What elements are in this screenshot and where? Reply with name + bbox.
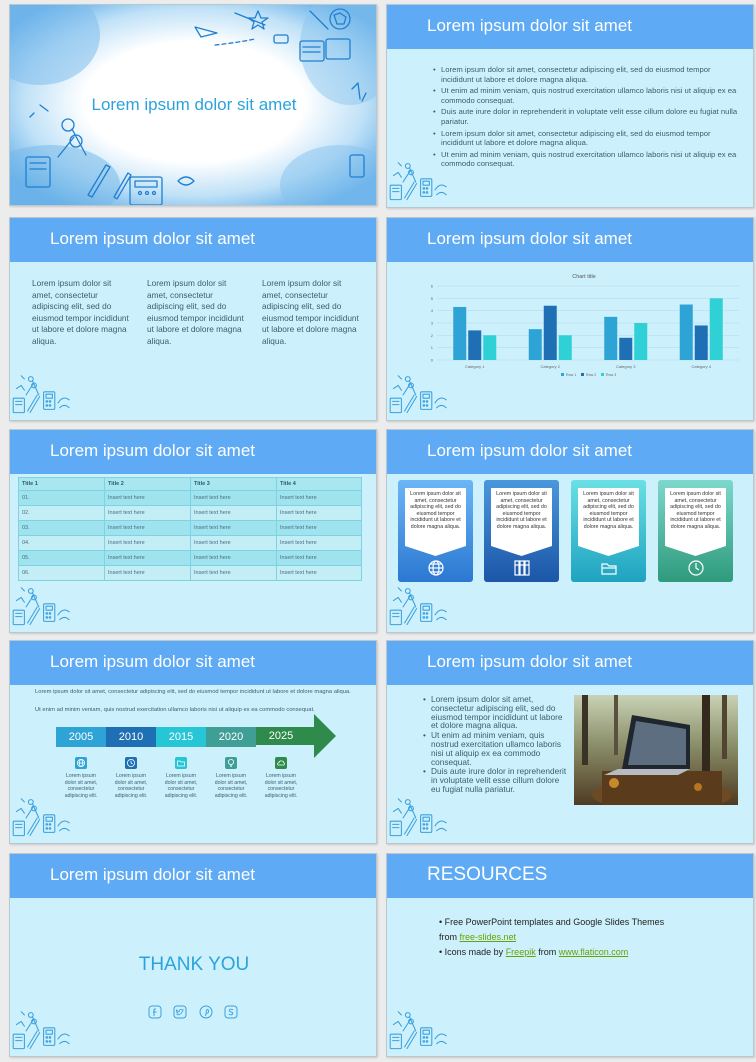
card-text: Lorem ipsum dolor sit amet, consectetur adipiscing elit, sed do eiusmod tempor incididunt ut labore et dolore magna aliqua.	[670, 491, 721, 530]
corner-doodle	[387, 1006, 467, 1056]
y-tick-label: 5	[430, 295, 433, 301]
corner-doodle	[10, 370, 90, 420]
bullet-item: • Ut enim ad minim veniam, quis nostrud exercitation ullamco laboris nisi ut aliquip ex ea commodo consequat.	[433, 150, 739, 169]
clock-icon	[687, 559, 705, 577]
timeline-item-text: Lorem ipsum dolor sit amet, consectetur adipiscing elit.	[264, 773, 298, 799]
legend-label: Row 3	[606, 373, 617, 377]
slide-6-cards[interactable]	[386, 429, 754, 633]
lightbulb-icon	[225, 757, 237, 769]
slide-8-image[interactable]	[386, 640, 754, 844]
table-header-cell: Title 3	[194, 481, 210, 487]
table-cell: 03.	[22, 525, 30, 531]
chart-title: Chart title	[572, 274, 596, 280]
text-column: Lorem ipsum dolor sit amet, consectetur adipiscing elit, sed do eiusmod tempor incididunt ut labore et dolore magna aliqua.	[147, 278, 244, 346]
slide-title: Lorem ipsum dolor sit amet	[50, 441, 256, 460]
slide-header	[387, 218, 753, 262]
table-cell: Insert text here	[194, 540, 231, 546]
corner-doodle	[387, 370, 467, 420]
chart-bar	[544, 306, 557, 360]
folder-icon	[175, 757, 187, 769]
slide-header	[387, 430, 753, 474]
pinterest-icon[interactable]	[199, 1005, 213, 1019]
slide-9-thank-you[interactable]	[9, 853, 377, 1057]
resource-line	[439, 930, 739, 945]
table-cell: Insert text here	[280, 495, 317, 501]
binders-icon	[513, 559, 531, 577]
x-tick-label: Category 1	[464, 364, 485, 369]
legend-swatch	[581, 373, 584, 376]
chart-bar	[695, 325, 708, 360]
timeline-item-text: Lorem ipsum dolor sit amet, consectetur adipiscing elit.	[114, 773, 148, 799]
table-cell: Insert text here	[194, 495, 231, 501]
chart-bar	[483, 335, 496, 360]
slide-7-timeline[interactable]	[9, 640, 377, 844]
timeline-item	[111, 757, 151, 799]
slide-title: Lorem ipsum dolor sit amet	[427, 229, 633, 248]
resource-text: from	[439, 932, 460, 942]
folder-icon	[600, 559, 618, 577]
timeline-year: 2025	[268, 730, 294, 742]
clock-icon	[125, 757, 137, 769]
laptop-in-forest-photo	[574, 695, 738, 805]
bullet-item: • Ut enim ad minim veniam, quis nostrud exercitation ullamco laboris nisi ut aliquip ex ea commodo consequat.	[423, 731, 568, 766]
bullet-list	[433, 65, 739, 169]
table-cell: 06.	[22, 570, 30, 576]
slide-3-columns[interactable]	[9, 217, 377, 421]
intro-paragraph: Ut enim ad minim veniam, quis nostrud exercitation ullamco laboris nisi ut aliquip ex ea commodo consequat.	[35, 707, 315, 713]
table-cell: Insert text here	[108, 495, 145, 501]
timeline-item	[161, 757, 201, 799]
resource-text: Free PowerPoint templates and Google Slides Themes	[444, 917, 665, 927]
info-card[interactable]	[484, 480, 559, 582]
chart-bar	[468, 330, 481, 360]
info-card[interactable]	[571, 480, 646, 582]
card-text: Lorem ipsum dolor sit amet, consectetur adipiscing elit, sed do eiusmod tempor incididunt ut labore et dolore magna aliqua.	[410, 491, 461, 530]
slide-header	[387, 641, 753, 685]
y-tick-label: 0	[430, 357, 433, 363]
slide-1-title[interactable]	[9, 4, 377, 206]
slide-4-chart[interactable]	[386, 217, 754, 421]
table-cell: 02.	[22, 510, 30, 516]
table-header-cell: Title 2	[108, 481, 124, 487]
info-card[interactable]	[658, 480, 733, 582]
chart-bar	[680, 305, 693, 361]
slide-title: Lorem ipsum dolor sit amet	[50, 229, 256, 248]
slide-title: Lorem ipsum dolor sit amet	[427, 441, 633, 460]
slide-header	[10, 854, 376, 898]
timeline-item-text: Lorem ipsum dolor sit amet, consectetur adipiscing elit.	[64, 773, 98, 799]
timeline-item-text: Lorem ipsum dolor sit amet, consectetur adipiscing elit.	[164, 773, 198, 799]
timeline-segment[interactable]	[206, 727, 256, 747]
timeline-year: 2010	[118, 731, 144, 743]
slide-2-bullets[interactable]	[386, 4, 754, 208]
thank-you-text: THANK YOU	[138, 954, 250, 975]
timeline-segment[interactable]	[106, 727, 156, 747]
timeline-item	[261, 757, 301, 799]
bullet-item: • Ut enim ad minim veniam, quis nostrud exercitation ullamco laboris nisi ut aliquip ex ea commodo consequat.	[433, 86, 739, 105]
table-cell: Insert text here	[280, 525, 317, 531]
card-text: Lorem ipsum dolor sit amet, consectetur adipiscing elit, sed do eiusmod tempor incididunt ut labore et dolore magna aliqua.	[496, 491, 547, 530]
bullet-item: • Duis aute irure dolor in reprehenderit in voluptate velit esse cillum dolore eu fugiat nulla pariatur.	[433, 107, 739, 126]
intro-paragraph: Lorem ipsum dolor sit amet, consectetur adipiscing elit, sed do eiusmod tempor incididunt ut labore et dolore magna aliqua.	[35, 689, 351, 695]
freepik-link[interactable]: Freepik	[505, 947, 536, 957]
bullet-item: • Duis aute irure dolor in reprehenderit in voluptate velit esse cillum dolore eu fugiat nulla pariatur.	[423, 767, 568, 793]
table-cell: 04.	[22, 540, 30, 546]
x-tick-label: Category 3	[615, 364, 636, 369]
chart-bar	[559, 335, 572, 360]
slide-header	[387, 5, 753, 49]
resources-list	[439, 915, 739, 960]
y-tick-label: 6	[430, 283, 433, 289]
y-tick-label: 4	[430, 308, 433, 314]
skype-icon[interactable]	[224, 1005, 238, 1019]
corner-doodle	[10, 1006, 90, 1056]
facebook-icon[interactable]	[148, 1005, 162, 1019]
bullet-item: • Lorem ipsum dolor sit amet, consectetur adipiscing elit, sed do eiusmod tempor incididunt ut labore et dolore magna aliqua.	[423, 695, 568, 730]
table-cell: Insert text here	[280, 540, 317, 546]
corner-doodle	[387, 582, 467, 632]
table-cell: Insert text here	[194, 510, 231, 516]
cloud-icon	[275, 757, 287, 769]
slide-5-table[interactable]	[9, 429, 377, 633]
slide-title: Lorem ipsum dolor sit amet	[50, 652, 256, 671]
slide-title: Lorem ipsum dolor sit amet	[427, 652, 633, 671]
flaticon-link[interactable]: www.flaticon.com	[558, 947, 629, 957]
timeline-year: 2005	[68, 731, 94, 743]
timeline-year: 2020	[218, 731, 244, 743]
slide-header	[387, 854, 753, 898]
bullet-list	[423, 695, 568, 794]
slide-title: Lorem ipsum dolor sit amet	[50, 865, 256, 884]
resource-text: from	[535, 947, 559, 957]
corner-doodle	[387, 793, 467, 843]
table-cell: Insert text here	[280, 555, 317, 561]
table-cell: Insert text here	[194, 570, 231, 576]
resource-line	[439, 915, 739, 930]
table-cell: 05.	[22, 555, 30, 561]
y-tick-label: 2	[430, 332, 433, 338]
table-cell: Insert text here	[108, 555, 145, 561]
chart-bar	[604, 317, 617, 360]
legend-label: Row 1	[566, 373, 577, 377]
timeline-segment[interactable]	[56, 727, 106, 747]
y-tick-label: 1	[430, 345, 433, 351]
table-column-divider	[190, 477, 191, 581]
table-cell: Insert text here	[280, 510, 317, 516]
table-cell: 01.	[22, 495, 30, 501]
globe-icon	[427, 559, 445, 577]
slide-header	[10, 218, 376, 262]
table-cell: Insert text here	[108, 570, 145, 576]
legend-swatch	[561, 373, 564, 376]
table-header-cell: Title 1	[22, 481, 38, 487]
timeline-arrow[interactable]	[256, 713, 336, 759]
table-cell: Insert text here	[108, 525, 145, 531]
corner-doodle	[10, 582, 90, 632]
slide-10-resources[interactable]	[386, 853, 754, 1057]
social-icons	[148, 1005, 240, 1019]
table-header-cell: Title 4	[280, 481, 296, 487]
table-column-divider	[276, 477, 277, 581]
table-cell: Insert text here	[194, 555, 231, 561]
timeline-year: 2015	[168, 731, 194, 743]
text-column: Lorem ipsum dolor sit amet, consectetur adipiscing elit, sed do eiusmod tempor incididunt ut labore et dolore magna aliqua.	[32, 278, 129, 346]
bullet-dot: •	[439, 947, 445, 957]
bullet-dot: •	[439, 917, 445, 927]
text-column: Lorem ipsum dolor sit amet, consectetur adipiscing elit, sed do eiusmod tempor incididunt ut labore et dolore magna aliqua.	[262, 278, 359, 346]
corner-doodle	[10, 793, 90, 843]
free-slides-link[interactable]: free-slides.net	[459, 932, 517, 942]
slide-1-title-text: Lorem ipsum dolor sit amet	[91, 95, 297, 114]
chart-bar	[529, 329, 542, 360]
y-tick-label: 3	[430, 320, 433, 326]
x-tick-label: Category 2	[540, 364, 561, 369]
table-cell: Insert text here	[280, 570, 317, 576]
twitter-icon[interactable]	[173, 1005, 187, 1019]
data-table	[18, 477, 362, 579]
bullet-item: • Lorem ipsum dolor sit amet, consectetur adipiscing elit, sed do eiusmod tempor incididunt ut labore et dolore magna aliqua.	[433, 65, 739, 84]
chart-bar	[634, 323, 647, 360]
info-card[interactable]	[398, 480, 473, 582]
table-cell: Insert text here	[194, 525, 231, 531]
corner-doodle	[387, 157, 467, 207]
slide-header	[10, 430, 376, 474]
timeline-item	[211, 757, 251, 799]
table-column-divider	[104, 477, 105, 581]
table-cell: Insert text here	[108, 540, 145, 546]
timeline-item-text: Lorem ipsum dolor sit amet, consectetur adipiscing elit.	[214, 773, 248, 799]
legend-label: Row 2	[586, 373, 597, 377]
chart-bar	[453, 307, 466, 360]
bullet-item: • Lorem ipsum dolor sit amet, consectetur adipiscing elit, sed do eiusmod tempor incididunt ut labore et dolore magna aliqua.	[433, 129, 739, 148]
slide-header	[10, 641, 376, 685]
globe-icon	[75, 757, 87, 769]
table-cell: Insert text here	[108, 510, 145, 516]
chart-bar	[710, 298, 723, 360]
legend-swatch	[601, 373, 604, 376]
card-text: Lorem ipsum dolor sit amet, consectetur adipiscing elit, sed do eiusmod tempor incididunt ut labore et dolore magna aliqua.	[583, 491, 634, 530]
slide-title: RESOURCES	[427, 864, 548, 885]
slide-title: Lorem ipsum dolor sit amet	[427, 16, 633, 35]
timeline-segment[interactable]	[156, 727, 206, 747]
chart-bar	[619, 338, 632, 360]
resource-text: Icons made by	[444, 947, 506, 957]
resource-line	[439, 945, 739, 960]
x-tick-label: Category 4	[691, 364, 712, 369]
